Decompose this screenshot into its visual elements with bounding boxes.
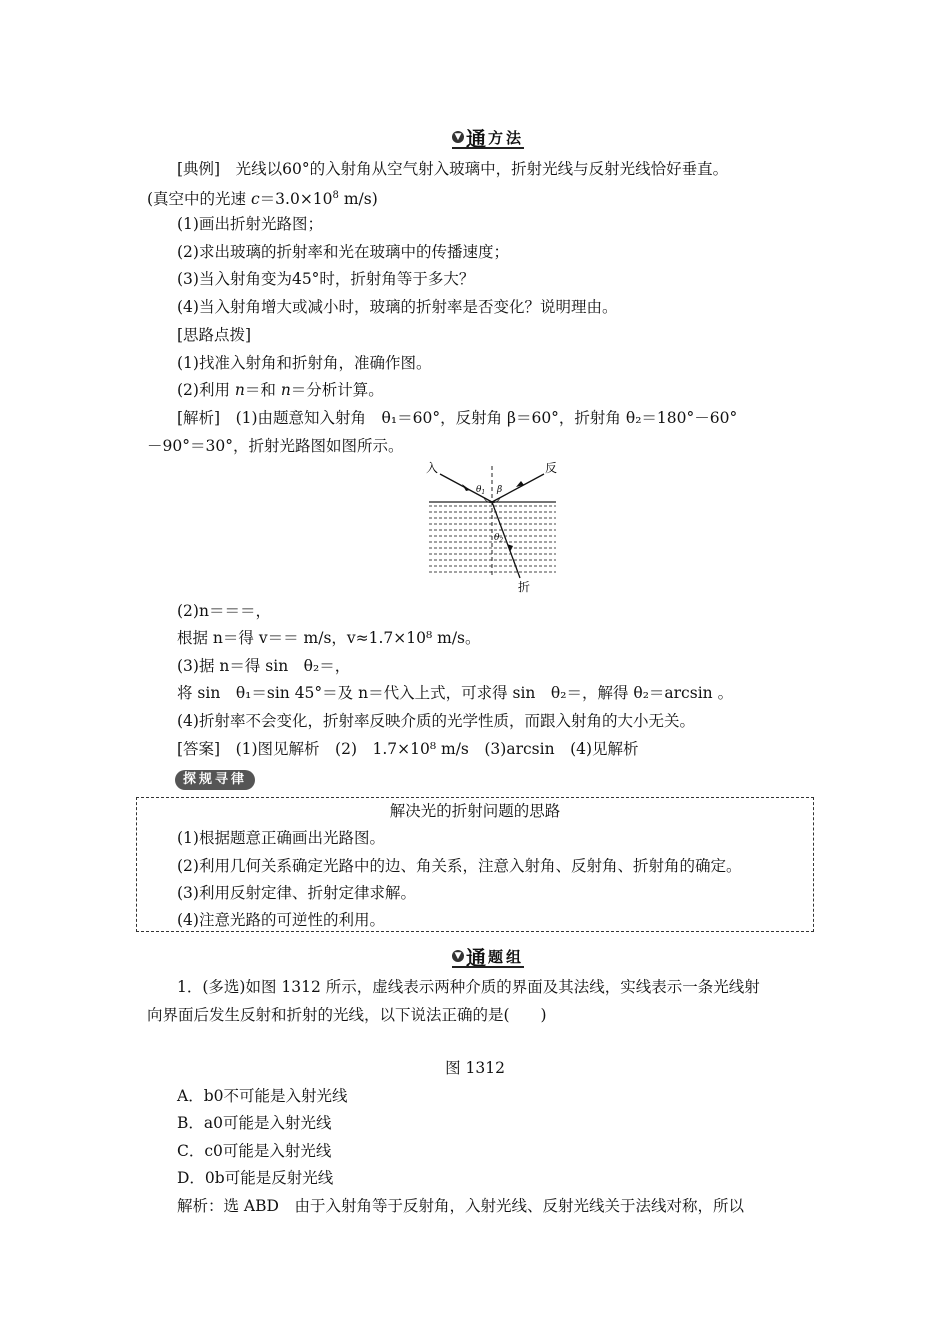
analysis-line-7: (4)折射率不会变化，折射率反映介质的光学性质，而跟入射角的大小无关。 [177, 712, 695, 730]
hint-1: (1)找准入射角和折射角，准确作图。 [177, 354, 432, 372]
analysis-line-3: (2)n＝＝＝， [177, 602, 271, 620]
option-d: D．0b可能是反射光线 [177, 1169, 334, 1187]
label-theta2: $\theta_2$ [494, 533, 504, 544]
refraction-diagram [426, 460, 559, 595]
refracted-arrow-icon [507, 544, 513, 552]
option-a: A．b0不可能是入射光线 [177, 1087, 348, 1105]
analysis-line-4: 根据 n＝得 v＝＝ m/s，v≈1.7×10⁸ m/s。 [177, 629, 481, 647]
example-line-1: [典例] 光线以60°的入射角从空气射入玻璃中，折射光线与反射光线恰好垂直。 [177, 160, 729, 178]
down-triangle-icon: ▼ [452, 950, 464, 962]
rule-pill-badge: 探规寻律 [175, 770, 255, 790]
section-header-big-char: 通 [466, 126, 486, 151]
analysis-line-6: 将 sin θ₁＝sin 45°＝及 n＝代入上式，可求得 sin θ₂＝，解得 θ₂＝arcsin 。 [177, 684, 734, 702]
incident-arrow-icon [462, 484, 470, 491]
analysis-line-1: [解析] (1)由题意知入射角 θ₁＝60°，反射角 β＝60°，折射角 θ₂＝180°－60° [177, 409, 738, 427]
down-triangle-icon: ▼ [452, 131, 464, 143]
problem-1-line-2: 向界面后发生反射和折射的光线，以下说法正确的是( ) [147, 1006, 547, 1024]
problem-1-line-1: 1．(多选)如图 1312 所示，虚线表示两种介质的界面及其法线，实线表示一条光线射 [177, 978, 760, 996]
section-header-label: 方法 [488, 128, 525, 147]
label-reflected: 反 [545, 461, 558, 475]
solution-line: 解析：选 ABD 由于入射角等于反射角，入射光线、反射光线关于法线对称，所以 [177, 1197, 744, 1215]
label-incident: 入 [426, 461, 439, 475]
rule-1: (1)根据题意正确画出光路图。 [177, 829, 385, 847]
section-header-label: 题组 [488, 947, 525, 966]
label-refracted: 折 [518, 580, 531, 594]
label-theta1: $\theta_1$ [476, 485, 486, 496]
question-1: (1)画出折射光路图； [177, 215, 323, 233]
question-2: (2)求出玻璃的折射率和光在玻璃中的传播速度； [177, 243, 509, 261]
rule-4: (4)注意光路的可逆性的利用。 [177, 911, 385, 929]
answer-line: [答案] (1)图见解析 (2) 1.7×10⁸ m/s (3)arcsin (4)见解析 [177, 740, 639, 758]
question-3: (3)当入射角变为45°时，折射角等于多大？ [177, 270, 475, 288]
rule-3: (3)利用反射定律、折射定律求解。 [177, 884, 416, 902]
figure-caption: 图 1312 [445, 1059, 505, 1077]
section-header-problems [452, 944, 524, 968]
question-4: (4)当入射角增大或减小时，玻璃的折射率是否变化？说明理由。 [177, 298, 618, 316]
analysis-line-2: －90°＝30°，折射光路图如图所示。 [147, 437, 404, 455]
section-header-big-char: 通 [466, 945, 486, 970]
option-b: B．a0可能是入射光线 [177, 1114, 332, 1132]
option-c: C．c0可能是入射光线 [177, 1142, 332, 1160]
section-header-method [452, 125, 524, 149]
hint-title: [思路点拨] [177, 326, 252, 344]
label-beta: β [497, 485, 503, 495]
example-line-2: (真空中的光速 $c=3.0\times 10^8$ m/s) [147, 190, 378, 208]
hint-2: (2)利用 n＝和 n＝分析计算。 [177, 381, 384, 399]
rule-2: (2)利用几何关系确定光路中的边、角关系，注意入射角、反射角、折射角的确定。 [177, 857, 742, 875]
rule-box-title: 解决光的折射问题的思路 [389, 802, 561, 820]
analysis-line-5: (3)据 n＝得 sin θ₂＝， [177, 657, 351, 675]
